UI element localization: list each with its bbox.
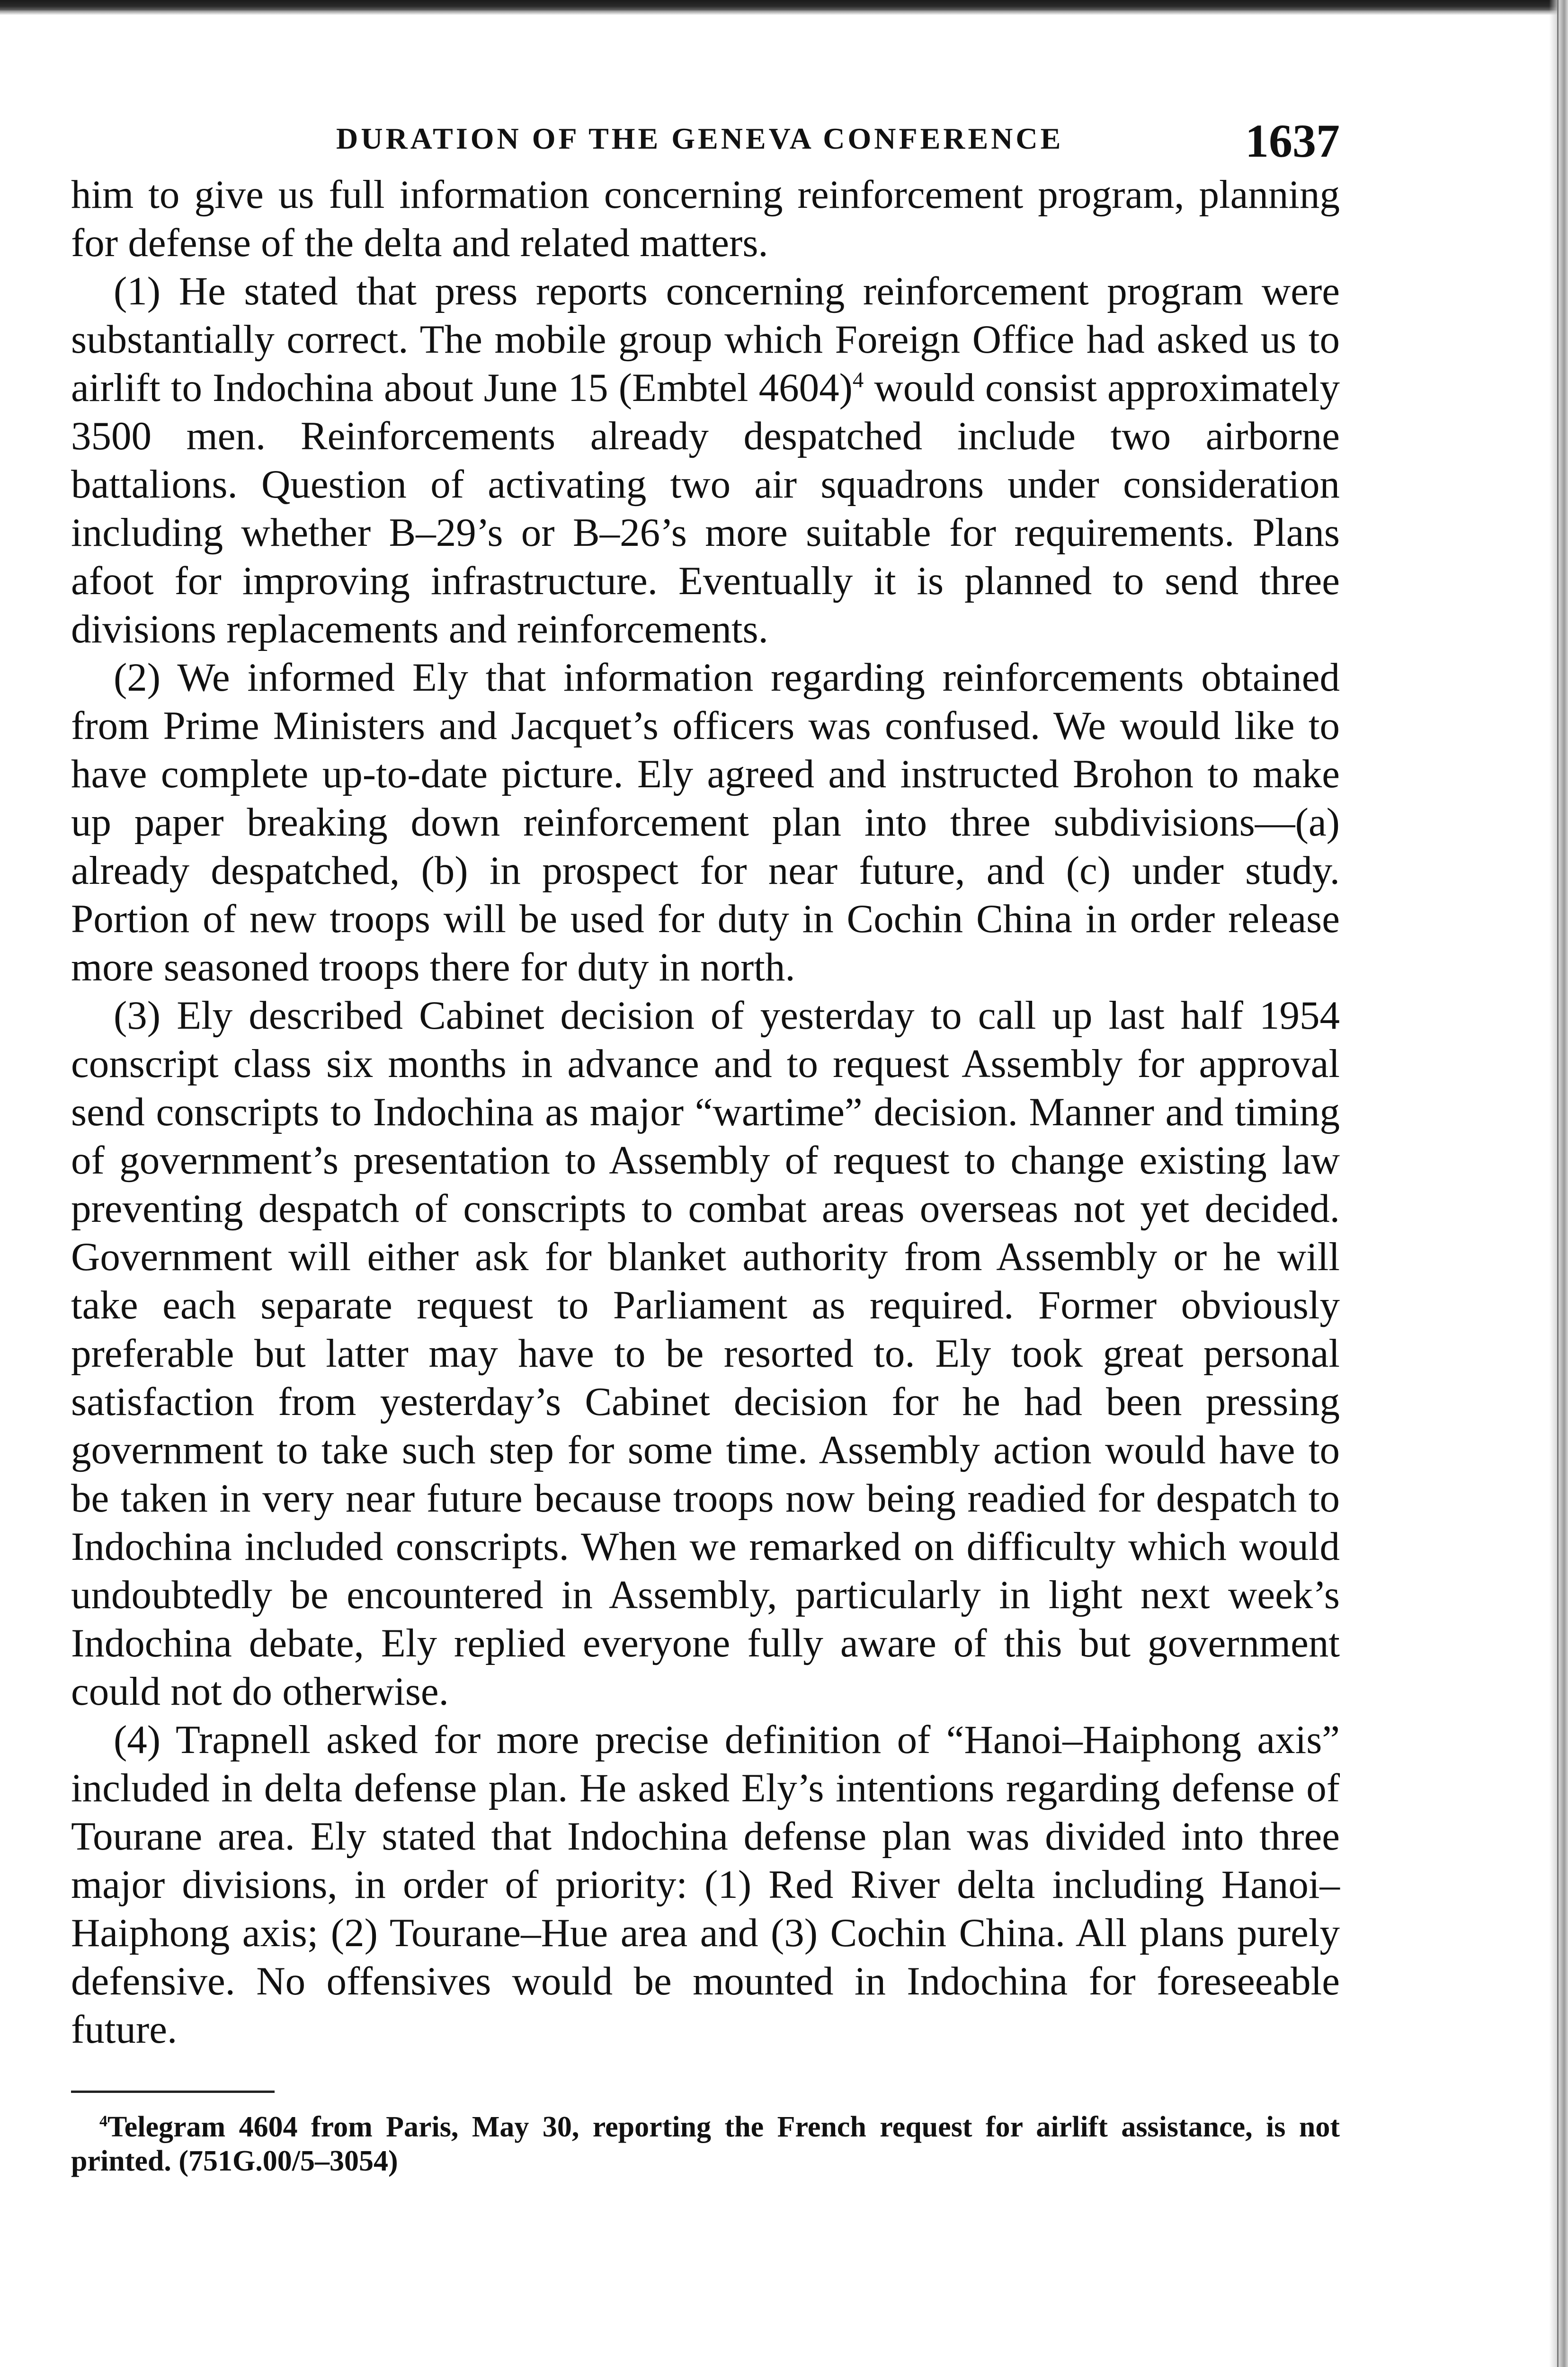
paragraph-item-3 — [71, 991, 1340, 1716]
running-head-title: DURATION OF THE GENEVA CONFERENCE — [336, 122, 1064, 155]
footnote-marker: 4 — [99, 2112, 108, 2130]
paragraph-item-1 — [71, 267, 1340, 653]
paragraph-item-4 — [71, 1716, 1340, 2054]
paragraph-continuation — [71, 170, 1340, 267]
paragraph-text-continued: would consist approximately 3500 men. Reinforcements already despatched include two airborne battalions. Question of activating two air squadrons under consideration including whether B–29’s or B–26’s more suitable for requirements. Plans afoot for improving infrastructure. Eventually it is planned to send three divisions replacements and reinforcements. — [71, 365, 1340, 651]
paragraph-text: him to give us full information concerning reinforcement program, planning for defense of the delta and related matters. — [71, 172, 1340, 265]
scan-top-edge — [0, 0, 1568, 10]
body-text — [71, 170, 1340, 2054]
running-head — [71, 114, 1340, 170]
footnote-divider — [71, 2091, 275, 2093]
document-page — [71, 114, 1340, 2178]
scan-right-edge — [1549, 0, 1568, 2367]
paragraph-text: (3) Ely described Cabinet decision of yesterday to call up last half 1954 conscript class six months in advance and to request Assembly for approval send conscripts to Indochina as major “wartime” decision. Manner and timing of government’s presentation to Assembly of request to change existing law preventing despatch of conscripts to combat areas overseas not yet decided. Government will either ask for blanket authority from Assembly or he will take each separate request to Parliament as required. Former obviously preferable but latter may have to be resorted to. Ely took great personal satisfaction from yesterday’s Cabinet decision for he had been pressing government to take such step for some time. Assembly action would have to be taken in very near future because troops now being readied for despatch to Indochina included conscripts. When we remarked on difficulty which would undoubtedly be encountered in Assembly, particularly in light next week’s Indochina debate, Ely replied everyone fully aware of this but government could not do otherwise. — [71, 993, 1340, 1714]
paragraph-text: (1) He stated that press reports concerning reinforcement program were substantially correct. The mobile group which Foreign Office had asked us to airlift to Indochina about June 15 (Embtel 4604) — [71, 269, 1340, 410]
footnote — [71, 2110, 1340, 2178]
footnote-text: Telegram 4604 from Paris, May 30, reporting the French request for airlift assistance, is not printed. (751G.00/5–3054) — [71, 2111, 1340, 2177]
footnote-reference: 4 — [852, 367, 864, 392]
scan-binding-line — [1557, 0, 1559, 2367]
paragraph-text: (4) Trapnell asked for more precise definition of “Hanoi–Haiphong axis” included in delta defense plan. He asked Ely’s intentions regarding defense of Tourane area. Ely stated that Indochina defense plan was divided into three major divisions, in order of priority: (1) Red River delta including Hanoi–Haiphong axis; (2) Tourane–Hue area and (3) Cochin China. All plans purely defensive. No offensives would be mounted in Indochina for foreseeable future. — [71, 1717, 1340, 2052]
page-number: 1637 — [1245, 115, 1340, 167]
paragraph-text: (2) We informed Ely that information regarding reinforcements obtained from Prime Ministers and Jacquet’s officers was confused. We would like to have complete up-to-date picture. Ely agreed and instructed Brohon to make up paper breaking down reinforcement plan into three subdivisions—(a) already despatched, (b) in prospect for near future, and (c) under study. Portion of new troops will be used for duty in Cochin China in order release more seasoned troops there for duty in north. — [71, 655, 1340, 989]
paragraph-item-2 — [71, 653, 1340, 991]
